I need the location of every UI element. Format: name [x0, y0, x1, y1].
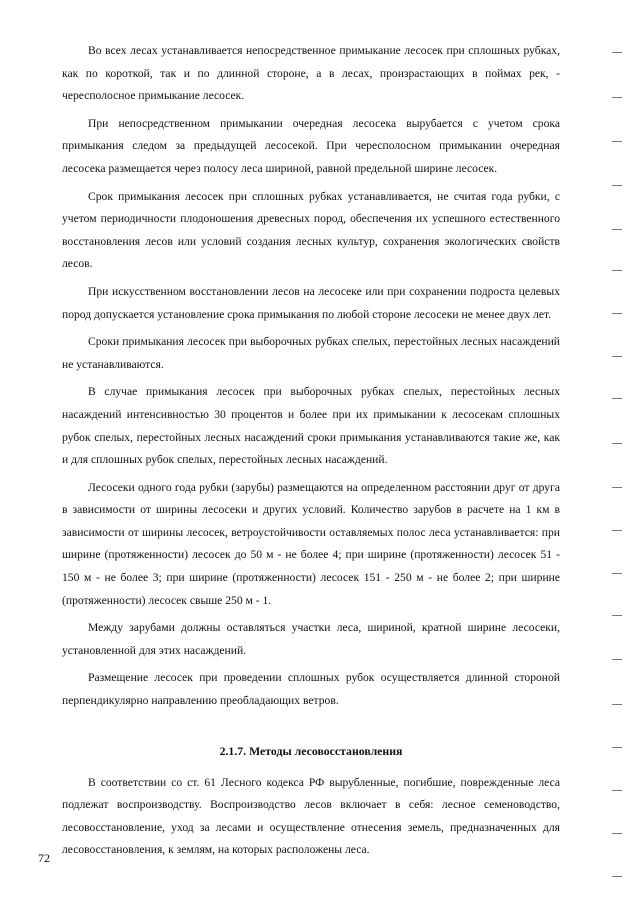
- paragraph-selective-cutting: Сроки примыкания лесосек при выборочных рубках спелых, перестойных лесных насаждений не устанавливаются.: [62, 335, 560, 371]
- margin-tick: [612, 270, 622, 271]
- margin-tick: [612, 443, 622, 444]
- paragraph-artificial-restoration: При искусственном восстановлении лесов на лесосеке или при сохранении подроста целевых пород допускается установление срока примыкания по любой стороне лесосеки не менее двух лет.: [62, 284, 560, 321]
- paragraph-between-cuttings: Между зарубами должны оставляться участки леса, шириной, кратной ширине лесосеки, установленной для этих насаждений.: [62, 621, 560, 657]
- margin-tick: [612, 790, 622, 791]
- margin-tick-marks: [612, 0, 624, 905]
- margin-tick: [612, 530, 622, 531]
- margin-tick: [612, 747, 622, 748]
- margin-tick: [612, 313, 622, 314]
- margin-tick: [612, 141, 622, 142]
- section-heading: 2.1.7. Методы лесовосстановления: [219, 743, 403, 758]
- margin-tick: [612, 185, 622, 186]
- margin-tick: [612, 876, 622, 877]
- margin-tick: [612, 704, 622, 705]
- paragraph-direct-adjacency: При непосредственном примыкании очередная лесосека вырубается с учетом срока примыкания следом за предыдущей лесосекой. При чересполосном примыкании очередная лесосека размещается через полосу леса шириной, равной предельной ширине лесосек.: [62, 116, 560, 175]
- margin-tick: [612, 615, 622, 616]
- paragraph-adjacency-term: Срок примыкания лесосек при сплошных рубках устанавливается, не считая года рубки, с учетом периодичности плодоношения древесных пород, обеспечения их успешного естественного восстановления лесов или условий создания лесных культур, сохранения экологических свойств лесов.: [62, 189, 560, 271]
- paragraph-cutting-areas-count: Лесосеки одного года рубки (зарубы) размещаются на определенном расстоянии друг от друга в зависимости от ширины лесосеки и других условий. Количество зарубов в расчете на 1 км в зависимости от ширины лесосек, ветроустойчивости оставляемых полос леса устанавливается: при ширине (протяженности) лесосек до 50 м - не более 4; при ширине (протяженности) лесосек 51 - 150 м - не более 3; при ширине (протяженности) лесосек 151 - 250 м - не более 2; при ширине (протяженности) лесосек свыше 250 м - 1.: [62, 480, 560, 607]
- margin-tick: [612, 487, 622, 488]
- margin-tick: [612, 229, 622, 230]
- paragraph-reforestation-methods: В соответствии со ст. 61 Лесного кодекса РФ вырубленные, погибшие, поврежденные леса подлежат воспроизводству. Воспроизводство лесов включает в себя: лесное семеноводство, лесовосстановление, уход за лесами и осуществление отнесения земель, предназначенных для лесовосстановления, к землям, на которых расположены леса.: [62, 775, 560, 857]
- paragraph-wind-orientation: Размещение лесосек при проведении сплошных рубок осуществляется длинной стороной перпендикулярно направлению преобладающих ветров.: [62, 671, 560, 708]
- paragraph-selective-cutting-intensity: В случае примыкания лесосек при выборочных рубках спелых, перестойных лесных насаждений интенсивностью 30 процентов и более при их примыкании к лесосекам сплошных рубок спелых, перестойных лесных насаждений сроки примыкания устанавливаются такие же, как и для сплошных рубок спелых, перестойных лесных насаждений.: [62, 385, 560, 467]
- margin-tick: [612, 52, 622, 53]
- margin-tick: [612, 398, 622, 399]
- margin-tick: [612, 573, 622, 574]
- margin-tick: [612, 833, 622, 834]
- margin-tick: [612, 356, 622, 357]
- paragraph-adjacency-types: Во всех лесах устанавливается непосредственное примыкание лесосек при сплошных рубках, как по короткой, так и по длинной стороне, а в лесах, произрастающих в поймах рек, - чересполосное примыкание лесосек.: [62, 44, 560, 103]
- page-number: 72: [38, 851, 50, 865]
- margin-tick: [612, 659, 622, 660]
- document-page: [62, 40, 560, 867]
- margin-tick: [612, 97, 622, 98]
